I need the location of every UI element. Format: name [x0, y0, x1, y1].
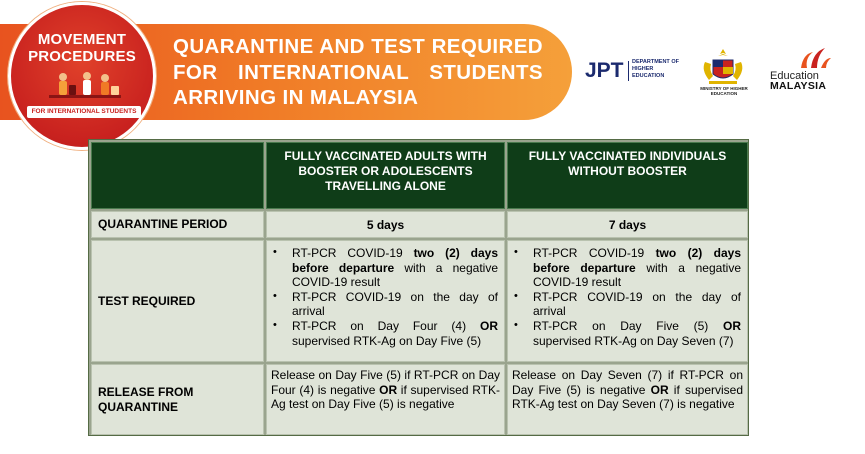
list-item: • RT-PCR on Day Four (4) OR supervised RTK-Ag on Day Five (5) — [273, 319, 498, 348]
list-item: • RT-PCR COVID-19 on the day of arrival — [514, 290, 741, 319]
test-required-no-booster — [507, 240, 748, 362]
malaysia-text: MALAYSIA — [770, 80, 827, 92]
release-no-booster: Release on Day Seven (7) if RT-PCR on Day Five (5) is negative OR if supervised RTK-Ag test on Day Seven (7) is negative — [507, 364, 748, 435]
row-label-quarantine-period: QUARANTINE PERIOD — [91, 211, 264, 238]
quarantine-period-no-booster: 7 days — [507, 211, 748, 238]
malaysia-coat-of-arms-icon — [697, 48, 749, 86]
row-label-release-from-quarantine: RELEASE FROM QUARANTINE — [91, 364, 264, 435]
list-item: • RT-PCR COVID-19 two (2) days before departure with a negative COVID-19 result — [514, 246, 741, 290]
test-required-boosted — [266, 240, 505, 362]
column-header-no-booster: FULLY VACCINATED INDIVIDUALS WITHOUT BOOSTER — [507, 142, 748, 209]
list-item: • RT-PCR COVID-19 two (2) days before departure with a negative COVID-19 result — [273, 246, 498, 290]
row-label-test-required: TEST REQUIRED — [91, 240, 264, 362]
travellers-illustration — [45, 69, 125, 103]
movement-procedures-badge — [8, 2, 156, 150]
column-header-boosted: FULLY VACCINATED ADULTS WITH BOOSTER OR ADOLESCENTS TRAVELLING ALONE — [266, 142, 505, 209]
badge-subtitle: FOR INTERNATIONAL STUDENTS — [27, 106, 141, 118]
page-title: QUARANTINE AND TEST REQUIRED FOR INTERNATIONAL STUDENTS ARRIVING IN MALAYSIA — [173, 35, 543, 109]
quarantine-table — [88, 139, 749, 436]
quarantine-period-boosted: 5 days — [266, 211, 505, 238]
badge-title: MOVEMENT PROCEDURES — [28, 31, 136, 65]
education-text: Education — [770, 70, 819, 82]
list-item: • RT-PCR on Day Five (5) OR supervised RTK-Ag on Day Seven (7) — [514, 319, 741, 348]
table-corner-cell — [91, 142, 264, 209]
list-item: • RT-PCR COVID-19 on the day of arrival — [273, 290, 498, 319]
release-boosted: Release on Day Five (5) if RT-PCR on Day Four (4) is negative OR if supervised RTK-Ag test on Day Five (5) is negative — [266, 364, 505, 435]
